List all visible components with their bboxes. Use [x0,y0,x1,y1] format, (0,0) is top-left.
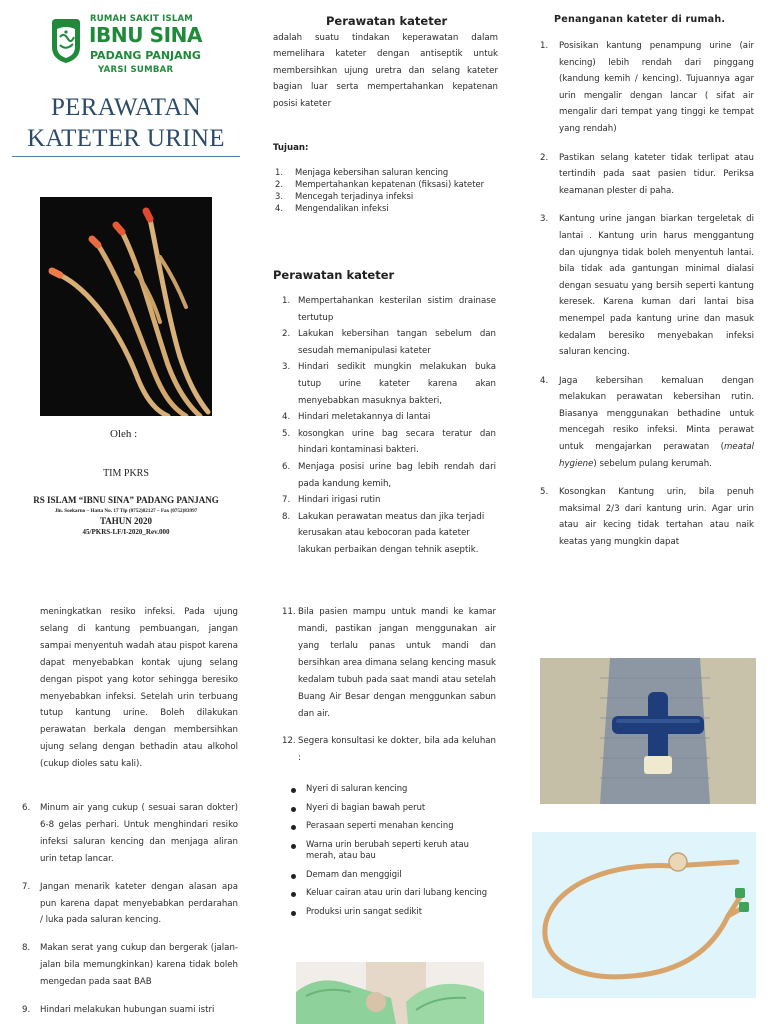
list-item: Demam dan menggigil [290,869,496,881]
list-item: Nyeri di bagian bawah perut [290,802,496,814]
logo-line-3: PADANG PANJANG [90,49,201,62]
cover-title [12,92,240,154]
list-item: Nyeri di saluran kencing [290,783,496,795]
hospital-address: Jln. Soekarno – Hatta No. 17 Tlp (0752)82127 – Fax (0752)83997 [54,508,198,514]
list-item: 12. Segera konsultasi ke dokter, bila ada keluhan : [282,736,496,763]
list-item: 6. Menjaga posisi urine bag lebih rendah dari pada kandung kemih, [282,461,496,489]
perawatan-heading: Perawatan kateter [273,268,395,282]
home-care-list-continued [22,800,238,1019]
hospital-emblem-icon [48,17,84,65]
continuation-text: meningkatkan resiko infeksi. Pada ujung selang di kantung pembuangan, jangan sampai menyentuh wadah atau pispot karena dapat menyebabkan kontak ujung selang dengan pispot yang kotor sehingga beresiko menyebabkan infeksi. Setelah urin terbuang tutup kantung urine. Boleh dilakukan perawatan berkala dengan membersihkan ujung selang dengan bethadin atau alkohol (cukup dioles satu kali). [40,607,238,770]
list-item: 4. Hindari meletakannya di lantai [282,412,431,423]
list-item: 2. Lakukan kebersihan tangan sebelum dan sesudah memanipulasi kateter [282,329,496,356]
list-item: 5. kosongkan urine bag secara teratur dan hindari kontaminasi bakteri. [282,428,496,456]
cover-title-line-1: PERAWATAN [50,94,202,121]
list-item: 2. Pastikan selang kateter tidak terlipat atau tertindih pada saat pasien tidur. Periksa keamanan plester di paha. [540,152,754,196]
intro-text: adalah suatu tindakan keperawatan dalam memelihara kateter dengan antiseptik untuk membersihkan ujung uretra dan selang kateter bagian luar serta mempertahankan kepatenan posisi kateter [273,33,498,109]
hospital-name: RS ISLAM “IBNU SINA” PADANG PANJANG [33,495,219,505]
list-item: 8. Makan serat yang cukup dan bergerak (jalan-jalan bila memungkinkan) karena tidak boleh mengedan pada saat BAB [22,943,238,988]
list-item: 1. Menjaga kebersihan saluran kencing [275,167,449,177]
cover-divider [12,156,240,157]
list-item: Produksi urin sangat sedikit [290,906,496,918]
list-item: 11. Bila pasien mampu untuk mandi ke kamar mandi, pastikan jangan menggunakan air yang terlalu panas untuk mandi dan bersihkan area dimana selang kencing masuk kedalam tubuh pada saat mandi atau setelah Buang Air Besar dengan menggunkan sabun dan air. [282,607,496,719]
tujuan-heading: Tujuan: [273,143,309,153]
list-item: 2. Mempertahankan kepatenan (fiksasi) kateter [275,179,485,189]
list-item: 8. Lakukan perawatan meatus dan jika terjadi kerusakan atau kebocoran pada kateter lakukan perbaikan dengan tehnik aseptik. [282,511,485,555]
gloved-hands-photo [296,962,484,1024]
list-item: 7. Jangan menarik kateter dengan alasan apa pun karena dapat menyebabkan perdarahan / luka pada saluran kencing. [22,881,238,926]
penanganan-heading: Penanganan kateter di rumah. [554,14,726,25]
cover-title-line-2: KATETER URINE [27,125,225,152]
home-care-list-end [282,604,496,767]
list-item: 4. Jaga kebersihan kemaluan dengan melakukan perawatan kebersihan rutin. Biasanya menggunakan bethadine untuk mencegah resiko infeksi. Minta perawat untuk mengajarkan perawatan (meatal hygiene) sebelum pulang kerumah. [540,375,754,469]
list-item: 5. Kosongkan Kantung urin, bila penuh maksimal 2/3 dari kantung urin. Agar urin atau air kecing tidak tertahan atau naik keatas yang mungkin dapat [540,487,754,548]
list-item: 3. Hindari sedikit mungkin melakukan buka tutup urine kateter karena akan menyebabkan masuknya bakteri, [282,362,496,406]
list-item: 1. Mempertahankan kesterilan sistim drainase tertutup [282,296,496,323]
document-code: 45/PKRS-LF/I-2020_Rev.000 [82,528,170,536]
catheters-photo [40,197,212,416]
year-label: TAHUN 2020 [99,516,153,526]
logo-line-2: IBNU SINA [89,23,203,47]
hospital-logo [48,14,248,75]
logo-line-1: RUMAH SAKIT ISLAM [90,14,193,24]
list-item: 3. Kantung urine jangan biarkan tergeletak di lantai . Kantung urin harus menggantung dan ujungnya tidak boleh menyentuh lantai. bila tidak ada gantungan minimal dialasi dengan sesuatu yang bersih seperti kantung keresek. Karena kuman dari lantai bisa menempel pada kantung urine dan masuk kedalam beresiko menyebakan infeksi saluran kencing. [540,214,754,358]
catheter-valve-photo [540,658,756,804]
list-item: 9. Hindari melakukan hubungan suami istri [22,1005,215,1016]
penanganan-list [540,38,754,551]
list-item: 1. Posisikan kantung penampung urine (air kencing) lebih rendah dari pinggang (kandung kemih / kencing). Tujuannya agar urin mengalir dengan lancar ( sifat air mengalir dari tempat yang tinggi ke tempat yang rendah) [540,41,754,134]
team-name: TIM PKRS [103,468,149,479]
intro-heading: Perawatan kateter [326,14,448,28]
perawatan-list [282,293,496,559]
list-item: Perasaan seperti menahan kencing [290,820,496,832]
list-item: 4. Mengendalikan infeksi [275,203,389,213]
logo-line-4: YARSI SUMBAR [98,65,174,75]
meatal-hygiene-term: meatal hygiene [559,442,754,469]
foley-catheter-photo [532,832,756,998]
list-item: 3. Mencegah terjadinya infeksi [275,191,414,201]
list-item: Keluar cairan atau urin dari lubang kencing [290,887,496,899]
list-item: 7. Hindari irigasi rutin [282,495,381,506]
list-item: 6. Minum air yang cukup ( sesuai saran dokter) 6-8 gelas perhari. Untuk menghindari resiko infeksi saluran kencing dan menjaga aliran urin tetap lancar. [22,803,238,864]
list-item: Warna urin berubah seperti keruh atau merah, atau bau [290,839,496,862]
oleh-label: Oleh : [110,428,138,440]
tujuan-list [275,166,497,214]
keluhan-list [290,783,496,917]
